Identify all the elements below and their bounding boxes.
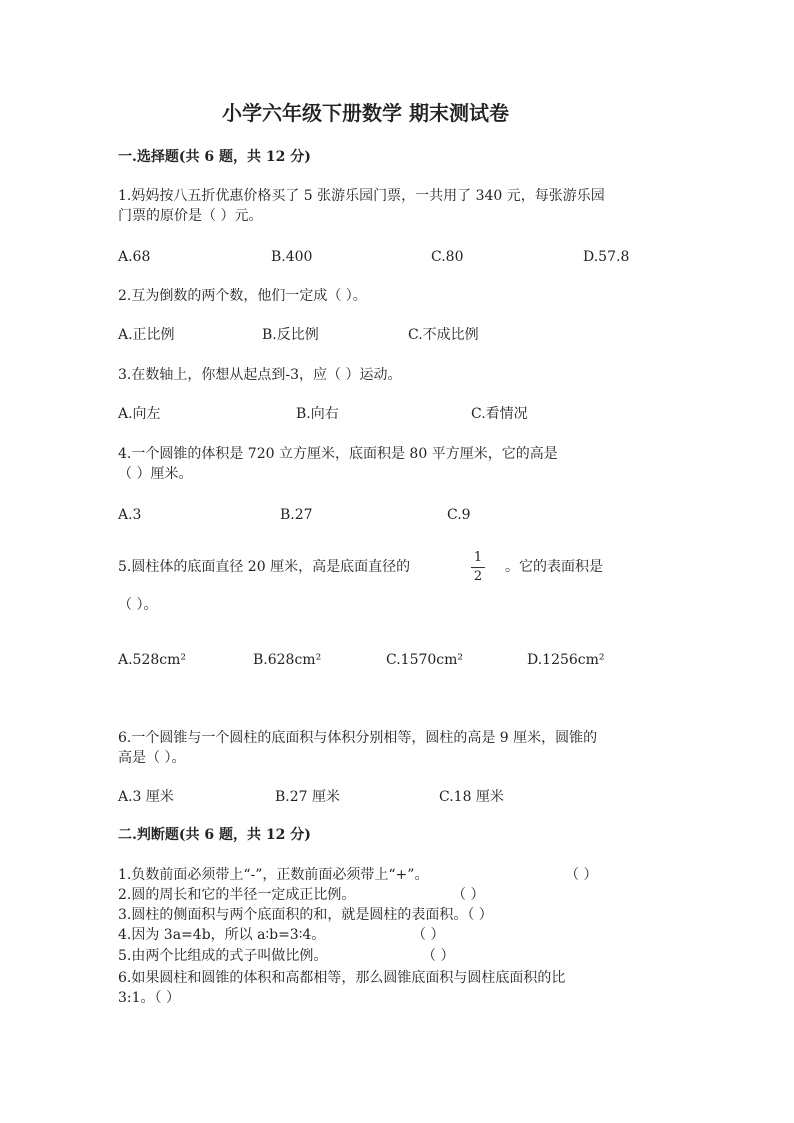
- question-3-line-1: 3.在数轴上，你想从起点到-3，应（ ）运动。: [118, 367, 402, 383]
- section-heading-judgment: 二.判断题(共 6 题，共 12 分): [118, 827, 311, 843]
- question-3-option-b: B.向右: [296, 406, 339, 422]
- question-4-option-c: C.9: [447, 507, 471, 523]
- judgment-item-5: 5.由两个比组成的式子叫做比例。: [118, 948, 328, 964]
- question-3-option-c: C.看情况: [471, 406, 528, 422]
- fraction-bar: [471, 567, 485, 568]
- question-1-line-1: 1.妈妈按八五折优惠价格买了 5 张游乐园门票，一共用了 340 元，每张游乐园: [118, 188, 605, 204]
- question-6-line-2: 高是（ ）。: [118, 750, 186, 766]
- judgment-blank-4: （ ）: [412, 927, 445, 943]
- question-1-option-c: C.80: [431, 249, 464, 265]
- judgment-item-6-line-1: 6.如果圆柱和圆锥的体积和高都相等，那么圆锥底面积与圆柱底面积的比: [118, 970, 566, 986]
- question-5-option-d: D.1256cm²: [527, 652, 605, 668]
- judgment-blank-1: （ ）: [565, 867, 598, 883]
- question-3-option-a: A.向左: [118, 406, 161, 422]
- question-1-option-b: B.400: [271, 249, 313, 265]
- judgment-item-3: 3.圆柱的侧面积与两个底面积的和，就是圆柱的表面积。（ ）: [118, 907, 493, 923]
- question-5-option-c: C.1570cm²: [386, 652, 464, 668]
- question-4-option-b: B.27: [280, 507, 313, 523]
- question-5-option-b: B.628cm²: [253, 652, 322, 668]
- question-2-line-1: 2.互为倒数的两个数，他们一定成（ ）。: [118, 288, 367, 304]
- question-4-option-a: A.3: [118, 507, 142, 523]
- question-1-option-d: D.57.8: [583, 249, 630, 265]
- question-1-line-2: 门票的原价是（ ）元。: [118, 208, 263, 224]
- judgment-item-2: 2.圆的周长和它的半径一定成正比例。: [118, 887, 356, 903]
- judgment-item-1: 1.负数前面必须带上“-”，正数前面必须带上“+”。: [118, 867, 429, 883]
- question-2-option-c: C.不成比例: [408, 327, 479, 343]
- judgment-blank-5: （ ）: [422, 948, 455, 964]
- question-5-line-1-end: 。它的表面积是: [505, 559, 603, 575]
- question-2-option-b: B.反比例: [262, 327, 319, 343]
- question-5-option-a: A.528cm²: [118, 652, 187, 668]
- question-5-line-1-start: 5.圆柱体的底面直径 20 厘米，高是底面直径的: [118, 559, 411, 575]
- question-4-line-2: （ ）厘米。: [118, 466, 193, 482]
- question-4-line-1: 4.一个圆锥的体积是 720 立方厘米，底面积是 80 平方厘米，它的高是: [118, 446, 558, 462]
- fraction-one-half: [471, 551, 485, 584]
- question-2-option-a: A.正比例: [118, 327, 175, 343]
- question-6-option-a: A.3 厘米: [118, 789, 174, 805]
- question-6-line-1: 6.一个圆锥与一个圆柱的底面积与体积分别相等，圆柱的高是 9 厘米，圆锥的: [118, 730, 598, 746]
- question-6-option-b: B.27 厘米: [275, 789, 341, 805]
- question-6-option-c: C.18 厘米: [439, 789, 504, 805]
- judgment-item-6-line-2: 3:1。（ ）: [118, 990, 180, 1006]
- section-heading-choice: 一.选择题(共 6 题，共 12 分): [118, 149, 311, 165]
- judgment-item-4: 4.因为 3a=4b，所以 a∶b=3∶4。: [118, 927, 326, 943]
- page-title: 小学六年级下册数学 期末测试卷: [222, 101, 509, 125]
- judgment-blank-2: （ ）: [452, 887, 485, 903]
- question-5-line-2: （ ）。: [118, 597, 158, 613]
- fraction-denominator: 2: [473, 569, 483, 584]
- question-1-option-a: A.68: [118, 249, 151, 265]
- fraction-numerator: 1: [473, 550, 483, 565]
